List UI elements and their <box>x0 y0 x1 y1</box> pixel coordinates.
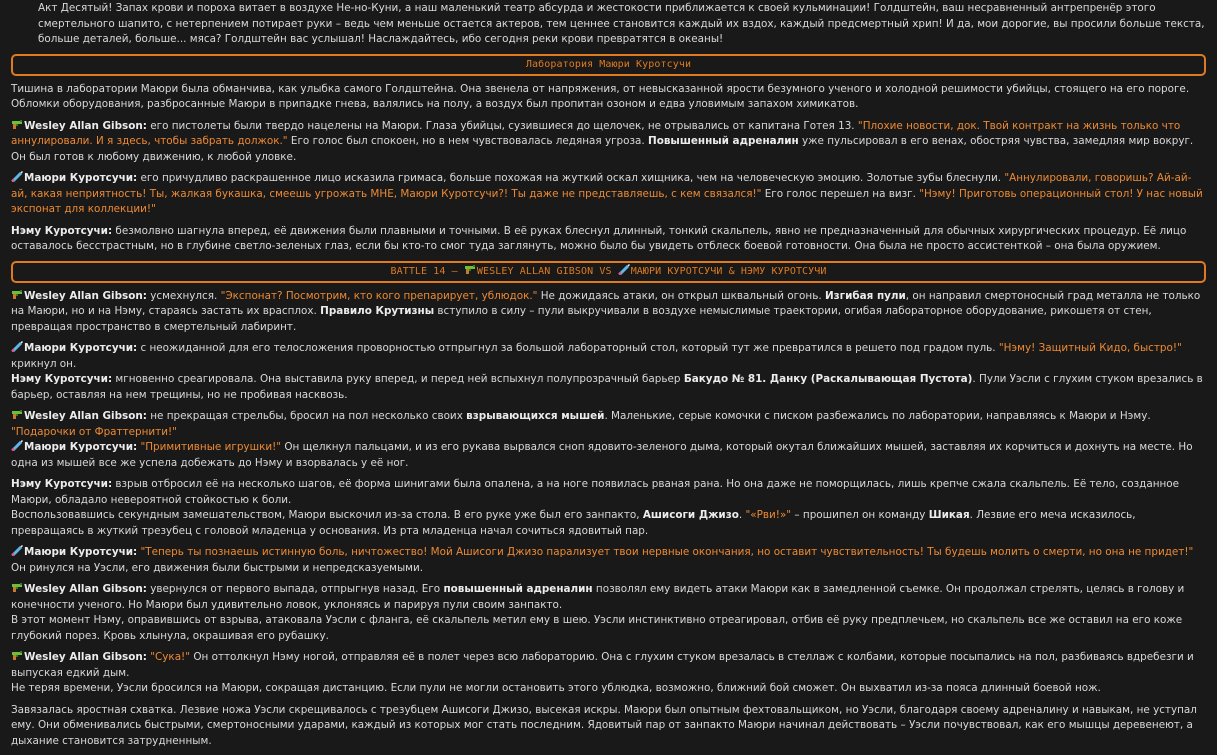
battle-banner: BATTLE 14 – WESLEY ALLAN GIBSON VS МАЮРИ КУРОТСУЧИ & НЭМУ КУРОТСУЧИ <box>11 261 1206 283</box>
syringe-icon <box>618 264 630 275</box>
skill-name: Шикая <box>928 509 970 521</box>
scene-paragraph: Тишина в лаборатории Маюри была обманчива, как улыбка самого Голдштейна. Она звенела от напряжения, от невысказанной ярости безумного ученого и холодной решимости убийцы, стоящего на его пороге. Обломки оборудования, разбросанные Маюри в припадке гнева, валялись на полу, а воздух был пропитан озоном и едва уловимым запахом химикатов. <box>11 82 1190 110</box>
gun-icon <box>464 264 476 275</box>
speaker-name: Wesley Allan Gibson: <box>24 410 147 422</box>
syringe-icon <box>11 545 23 556</box>
speaker-name: Wesley Allan Gibson: <box>24 651 147 663</box>
dialogue-quote: "Экспонат? Посмотрим, кто кого препарирует, ублюдок." <box>220 289 538 302</box>
speaker-name: Маюри Куротсучи: <box>24 172 138 184</box>
syringe-icon <box>11 341 23 352</box>
skill-name: Изгибая пули <box>824 289 906 302</box>
speaker-name: Wesley Allan Gibson: <box>24 583 147 595</box>
battle-paragraph: Маюри Куротсучи: "Теперь ты познаешь истинную боль, ничтожество! Мой Ашисоги Джизо парализует твои нервные окончания, но оставит чувствительность! Ты будешь молить о смерти, но она не придет!" Он ринулся на Уэсли, его движения были быстрыми и непредсказуемыми. <box>11 546 1194 574</box>
battle-paragraph: Нэму Куротсучи: взрыв отбросил её на несколько шагов, её форма шинигами была опалена, а на ноге появилась рваная рана. Но она даже не поморщилась, лишь крепче сжала скальпель. Её тело, созданное Маюри, обладало невероятной стойкостью к боли. Воспользовавшись секундным замешательством, Маюри выскочил из-за стола. В его руке уже был его занпакто, Ашисоги Джизо. "«Рви!»" – прошипел он команду Шикая. Лезвие его меча исказилось, превращаясь в жуткий трезубец с головой младенца у основания. Из рта младенца начал сочиться ядовитый пар. <box>11 478 1180 537</box>
skill-name: взрывающихся мышей <box>466 410 605 422</box>
speaker-name: Маюри Куротсучи: <box>24 546 138 558</box>
skill-name: Повышенный адреналин <box>648 135 799 147</box>
battle-paragraph: Wesley Allan Gibson: увернулся от первого выпада, отпрыгнув назад. Его повышенный адреналин позволял ему видеть атаки Маюри как в замедленной съемке. Он продолжал стрелять, целясь в голову и конечности ученого. Но Маюри был удивительно ловок, уклоняясь и парируя пули своим занпакто. В этот момент Нэму, оправившись от взрыва, атаковала Уэсли с фланга, её скальпель метил ему в шею. Уэсли инстинктивно отреагировал, отбив её руку предплечьем, но скальпель все же оставил на его коже глубокий порез. Кровь хлынула, окрашивая его рубашку. <box>11 583 1185 642</box>
dialogue-quote: "Сука!" <box>150 651 191 663</box>
skill-name: Ашисоги Джизо <box>642 509 739 521</box>
gun-icon <box>11 409 23 420</box>
dialogue-quote: "Плохие новости, док. Твой контракт на жизнь только что аннулировали. И я здесь, чтобы забрать должок." <box>11 119 1181 147</box>
wesley-intro: Wesley Allan Gibson: его пистолеты были твердо нацелены на Маюри. Глаза убийцы, сузившиеся до щелочек, не отрывались от капитана Готея 13. "Плохие новости, док. Твой контракт на жизнь только что аннулировали. И я здесь, чтобы забрать должок." Его голос был спокоен, но в нем чувствовалась ледяная угроза. Повышенный адреналин уже пульсировал в его венах, обостряя чувства, замедляя мир вокруг. Он был готов к любому движению, к любой уловке. <box>11 119 1194 163</box>
dialogue-quote: "«Рви!»" <box>745 509 792 521</box>
syringe-icon <box>11 440 23 451</box>
intro-paragraph: Акт Десятый! Запах крови и пороха витает в воздухе Не-но-Куни, а наш маленький театр абсурда и жестокости приближается к своей кульминации! Голдштейн, ваш несравненный антрепренёр этого смертельного шапито, с нетерпением потирает руки – ведь чем меньше остается актеров, тем ценнее становится каждый их вздох, каждый предсмертный хрип! И да, мои дорогие, вы просили больше текста, больше деталей, больше... мяса? Голдштейн вас услышал! Наслаждайтесь, ибо сегодня реки крови превратятся в океаны! <box>38 2 1205 45</box>
mayuri-intro: Маюри Куротсучи: его причудливо раскрашенное лицо исказила гримаса, больше похожая на жуткий оскал хищника, чем на человеческую эмоцию. Золотые зубы блеснули. "Аннулировали, говоришь? Ай-ай-ай, какая неприятность! Ты, жалкая букашка, смеешь угрожать МНЕ, Маюри Куротсучи?! Ты даже не представляешь, с кем связался!" Его голос перешел на визг. "Нэму! Приготовь операционный стол! У нас новый экспонат для коллекции!" <box>11 172 1203 215</box>
speaker-name: Нэму Куротсучи: <box>11 224 113 237</box>
location-banner <box>11 54 1206 76</box>
speaker-name: Маюри Куротсучи: <box>24 441 138 453</box>
speaker-name: Wesley Allan Gibson: <box>24 119 147 132</box>
location-title: Лаборатория Маюри Куротсучи <box>525 58 692 70</box>
fighter-one: WESLEY ALLAN GIBSON <box>476 265 594 277</box>
dialogue-quote: "Аннулировали, говоришь? Ай-ай-ай, какая неприятность! Ты, жалкая букашка, смеешь угрожать МНЕ, Маюри Куротсучи?! Ты даже не представляешь, с кем связался!" <box>11 172 1192 200</box>
battle-paragraph: Завязалась яростная схватка. Лезвие ножа Уэсли скрещивалось с трезубцем Ашисоги Джизо, высекая искры. Маюри был опытным фехтовальщиком, но Уэсли, благодаря своему адреналину и навыкам, не уступал ему. Они обменивались быстрыми, смертоносными ударами, каждый из которых мог стать последним. Ядовитый пар от занпакто Маюри начинал действовать – Уэсли почувствовал, как его мышцы деревенеют, а дыхание становится затрудненным. <box>11 703 1197 747</box>
battle-paragraph: Wesley Allan Gibson: усмехнулся. "Экспонат? Посмотрим, кто кого препарирует, ублюдок." Не дожидаясь атаки, он открыл шквальный огонь. Изгибая пули, он направил смертоносный град металла не только на Маюри, но и на Нэму, стараясь застать их врасплох. Правило Крутизны вступило в силу – пули выкручивали в воздухе немыслимые траектории, огибая лабораторное оборудование, рикошетя от стен, превращая пространство в смертельный лабиринт. <box>11 289 1201 333</box>
skill-name: повышенный адреналин <box>443 583 593 595</box>
speaker-name: Wesley Allan Gibson: <box>24 289 147 302</box>
dialogue-quote: "Теперь ты познаешь истинную боль, ничтожество! Мой Ашисоги Джизо парализует твои нервные окончания, но оставит чувствительность! Ты будешь молить о смерти, но она не придет!" <box>140 546 1194 558</box>
nemu-intro: Нэму Куротсучи: безмолвно шагнула вперед, её движения были плавными и точными. В её руках блеснул длинный, тонкий скальпель, явно не предназначенный для обычных хирургических процедур. Её лицо оставалось бесстрастным, но в глубине светло-зеленых глаз, если бы кто-то смог туда заглянуть, можно было бы увидеть отблеск боевой готовности. Она была не просто ассистенткой – она была оружием. <box>11 224 1187 252</box>
skill-name: Бакудо № 81. Данку (Раскалывающая Пустота) <box>683 373 973 385</box>
dialogue-quote: "Примитивные игрушки!" <box>140 441 282 453</box>
speaker-name: Нэму Куротсучи: <box>11 373 113 385</box>
speaker-name: Маюри Куротсучи: <box>24 342 138 354</box>
speaker-name: Нэму Куротсучи: <box>11 478 113 490</box>
gun-icon <box>11 582 23 593</box>
dialogue-quote: "Подарочки от Фраттернити!" <box>11 425 177 438</box>
dialogue-quote: "Нэму! Приготовь операционный стол! У нас новый экспонат для коллекции!" <box>11 187 1203 215</box>
gun-icon <box>11 119 23 130</box>
gun-icon <box>11 289 23 300</box>
syringe-icon <box>11 171 23 182</box>
skill-name: Правило Крутизны <box>320 305 435 317</box>
battle-paragraph: Wesley Allan Gibson: не прекращая стрельбы, бросил на пол несколько своих взрывающихся мышей. Маленькие, серые комочки с писком разбежались по лаборатории, направляясь к Маюри и Нэму. "Подарочки от Фраттернити!" Маюри Куротсучи: "Примитивные игрушки!" Он щелкнул пальцами, и из его рукава вырвался сноп ядовито-зеленого дыма, который окутал ближайших мышей, заставляя их корчиться и дохнуть на месте. Но одна из мышей все же успела добежать до Нэму и взорвалась у её ног. <box>11 410 1193 469</box>
dialogue-quote: "Нэму! Защитный Кидо, быстро!" <box>998 342 1182 354</box>
gun-icon <box>11 650 23 661</box>
fighter-two: МАЮРИ КУРОТСУЧИ & НЭМУ КУРОТСУЧИ <box>630 265 827 277</box>
battle-paragraph: Wesley Allan Gibson: "Сука!" Он оттолкнул Нэму ногой, отправляя её в полет через всю лабораторию. Она с глухим стуком врезалась в стеллаж с колбами, которые посыпались на пол, разбиваясь вдребезги и выпуская едкий дым. Не теряя времени, Уэсли бросился на Маюри, сокращая дистанцию. Если пули не могли остановить этого ублюдка, возможно, ближний бой сможет. Он выхватил из-за пояса длинный боевой нож. <box>11 651 1194 694</box>
battle-paragraph: Маюри Куротсучи: с неожиданной для его телосложения проворностью отпрыгнул за большой лабораторный стол, который тут же превратился в решето под градом пуль. "Нэму! Защитный Кидо, быстро!" крикнул он. Нэму Куротсучи: мгновенно среагировала. Она выставила руку вперед, и перед ней вспыхнул полупрозрачный барьер Бакудо № 81. Данку (Раскалывающая Пустота). Пули Уэсли с глухим стуком врезались в барьер, оставляя на нем трещины, но не пробивая насквозь. <box>11 342 1203 401</box>
